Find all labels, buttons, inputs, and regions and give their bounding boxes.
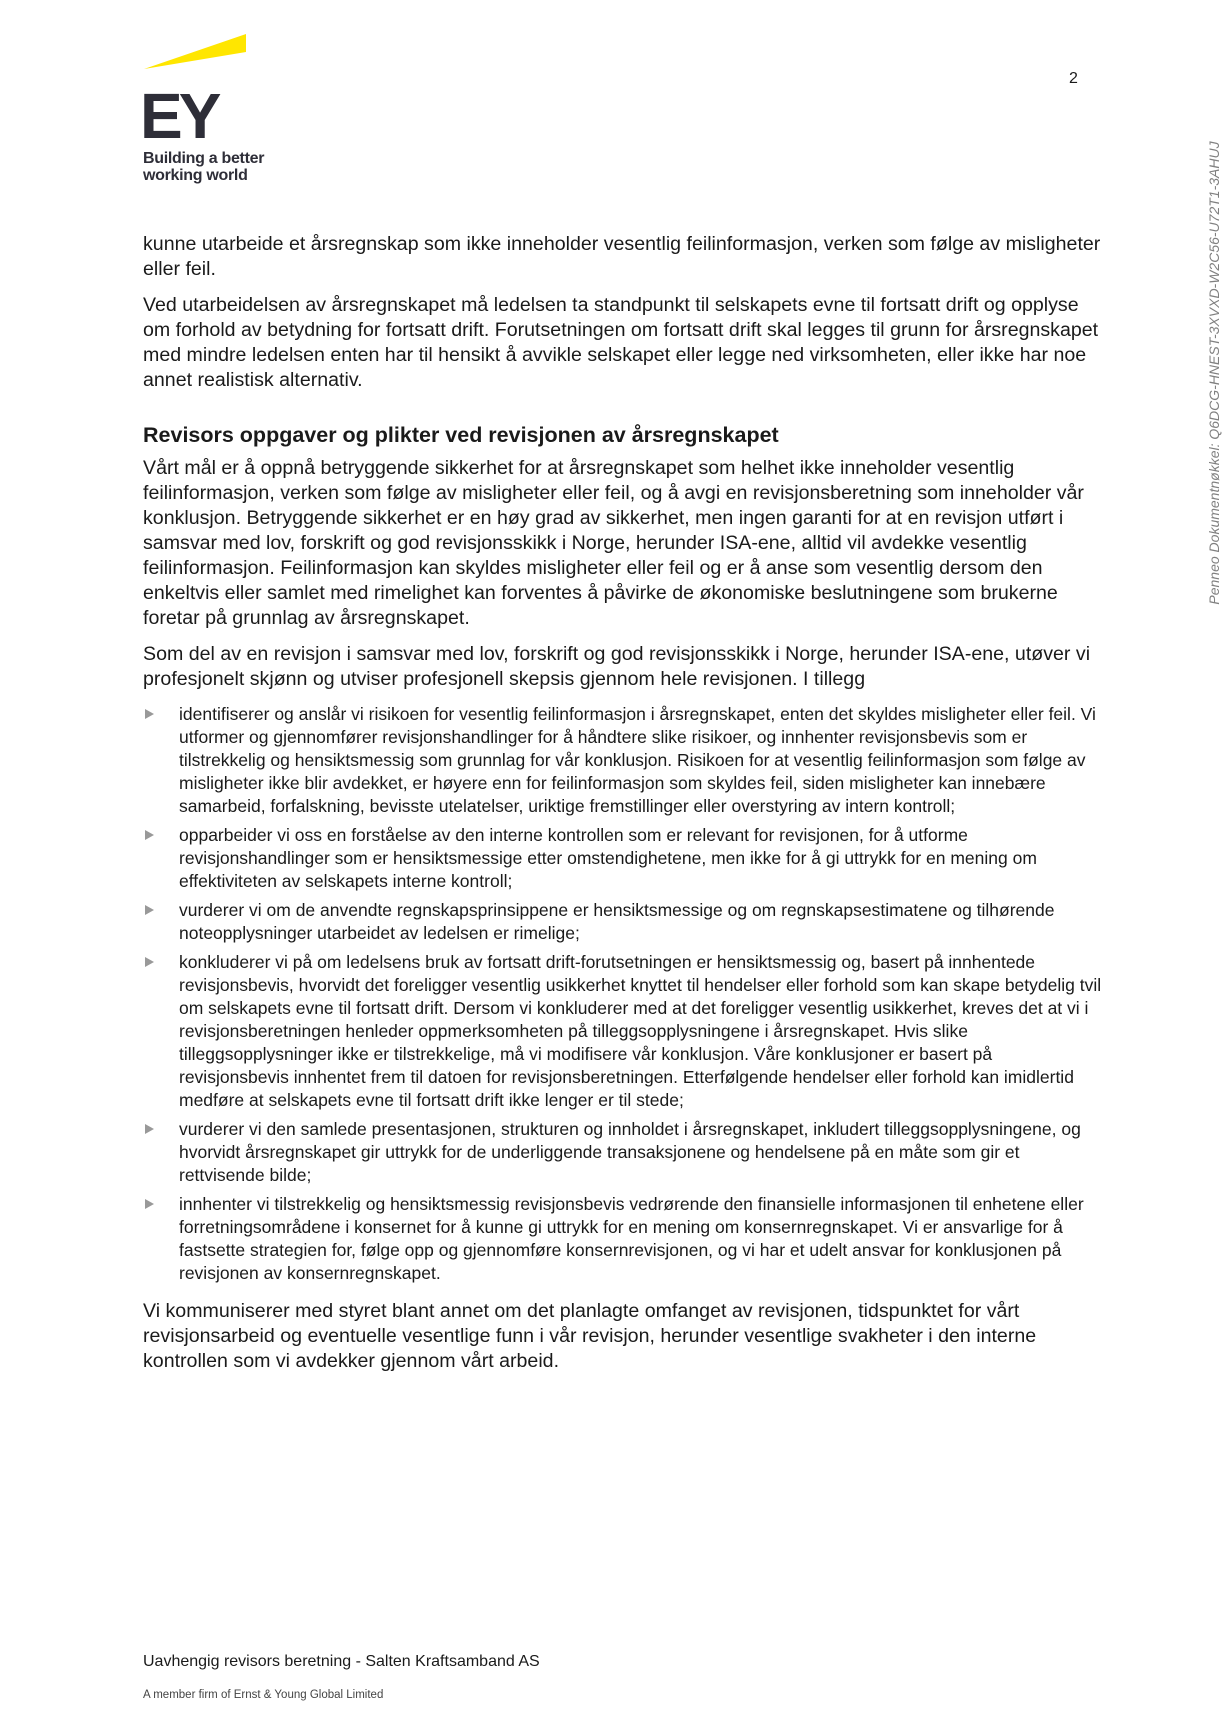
section-heading: Revisors oppgaver og plikter ved revisjonen av årsregnskapet bbox=[143, 423, 779, 447]
closing-paragraph: Vi kommuniserer med styret blant annet om det planlagte omfanget av revisjonen, tidspunktet for vårt revisjonsarbeid og eventuelle vesentlige funn i vår revisjon, herunder vesentlige svakheter i den interne kontrollen som vi avdekker gjennom vårt arbeid. bbox=[143, 1300, 1037, 1372]
section-paragraph-1: Vårt mål er å oppnå betryggende sikkerhet for at årsregnskapet som helhet ikke inneholder vesentlig feilinformasjon, verken som følge av misligheter eller feil, og å avgi en revisjonsberetning som inneholder vår konklusjon. Betryggende sikkerhet er en høy grad av sikkerhet, men ingen garanti for at en revisjon utført i samsvar med lov, forskrift og god revisjonsskikk i Norge, herunder ISA-ene, alltid vil avdekke vesentlig feilinformasjon. Feilinformasjon kan skyldes misligheter eller feil og er å anse som vesentlig dersom den enkeltvis eller samlet med rimelighet kan forventes å påvirke de økonomiske beslutningene som brukerne foretar på grunnlag av årsregnskapet. bbox=[143, 457, 1084, 629]
list-item bbox=[143, 824, 1103, 893]
responsibility-list bbox=[143, 703, 1103, 1285]
list-item bbox=[143, 1193, 1103, 1285]
footer-report-title: Uavhengig revisors beretning - Salten Kraftsamband AS bbox=[143, 1653, 540, 1670]
penneo-document-key: Penneo Dokumentnøkkel: Q6DCG-HNEST-3XVXD-W2C56-U72T1-3AHUJ bbox=[1206, 141, 1222, 605]
list-item-text: innhenter vi tilstrekkelig og hensiktsmessig revisjonsbevis vedrørende den finansielle informasjonen til enhetene eller forretningsområdene i konsernet for å kunne gi uttrykk for en mening om konsernregnskapet. Vi er ansvarlige for å fastsette strategien for, følge opp og gjennomføre konsernrevisjonen, og vi har et udelt ansvar for konklusjonen på revisjonen av konsernregnskapet. bbox=[179, 1194, 1084, 1283]
logo-tagline: Building a better working world bbox=[143, 150, 265, 184]
ey-logo-yellow-beam bbox=[144, 34, 246, 69]
intro-paragraph-2: Ved utarbeidelsen av årsregnskapet må ledelsen ta standpunkt til selskapets evne til fortsatt drift og opplyse om forhold av betydning for fortsatt drift. Forutsetningen om fortsatt drift skal legges til grunn for årsregnskapet med mindre ledelsen enten har til hensikt å avvikle selskapet eller legge ned virksomheten, eller ikke har noe annet realistisk alternativ. bbox=[143, 294, 1099, 391]
ey-logo-mark bbox=[140, 32, 280, 152]
list-item bbox=[143, 899, 1103, 945]
list-item bbox=[143, 1118, 1103, 1187]
document-body bbox=[143, 232, 1103, 1385]
list-item bbox=[143, 703, 1103, 818]
footer-member-line: A member firm of Ernst & Young Global Limited bbox=[143, 1689, 384, 1701]
list-item-text: konkluderer vi på om ledelsens bruk av fortsatt drift-forutsetningen er hensiktsmessig og, basert på innhentede revisjonsbevis, hvorvidt det foreligger vesentlig usikkerhet knyttet til hendelser eller forhold som kan skape betydelig tvil om selskapets evne til fortsatt drift. Dersom vi konkluderer med at det foreligger vesentlig usikkerhet, kreves det at vi i revisjonsberetningen henleder oppmerksomheten på tilleggsopplysningene i årsregnskapet. Hvis slike tilleggsopplysninger ikke er tilstrekkelige, må vi modifisere vår konklusjon. Våre konklusjoner er basert på revisjonsbevis innhentet frem til datoen for revisjonsberetningen. Etterfølgende hendelser eller forhold kan imidlertid medføre at selskapets evne til fortsatt drift ikke lenger er til stede; bbox=[179, 952, 1102, 1110]
triangle-bullet-icon bbox=[145, 1199, 154, 1209]
list-item-text: vurderer vi den samlede presentasjonen, strukturen og innholdet i årsregnskapet, inkludert tilleggsopplysningene, og hvorvidt årsregnskapet gir uttrykk for de underliggende transaksjonene og hendelsene på en måte som gir et rettvisende bilde; bbox=[179, 1119, 1081, 1185]
triangle-bullet-icon bbox=[145, 1124, 154, 1134]
triangle-bullet-icon bbox=[145, 905, 154, 915]
page-number: 2 bbox=[1069, 70, 1078, 87]
intro-paragraph-1: kunne utarbeide et årsregnskap som ikke inneholder vesentlig feilinformasjon, verken som følge av misligheter eller feil. bbox=[143, 233, 1101, 280]
list-item-text: opparbeider vi oss en forståelse av den interne kontrollen som er relevant for revisjonen, for å utforme revisjonshandlinger som er hensiktsmessige etter omstendighetene, men ikke for å gi uttrykk for en mening om effektiviteten av selskapets interne kontroll; bbox=[179, 825, 1037, 891]
triangle-bullet-icon bbox=[145, 957, 154, 967]
section-paragraph-2: Som del av en revisjon i samsvar med lov, forskrift og god revisjonsskikk i Norge, herunder ISA-ene, utøver vi profesjonelt skjønn og utviser profesjonell skepsis gjennom hele revisjonen. I tillegg bbox=[143, 643, 1091, 690]
triangle-bullet-icon bbox=[145, 830, 154, 840]
list-item-text: vurderer vi om de anvendte regnskapsprinsippene er hensiktsmessige og om regnskapsestimatene og tilhørende noteopplysninger utarbeidet av ledelsen er rimelige; bbox=[179, 900, 1055, 943]
list-item-text: identifiserer og anslår vi risikoen for vesentlig feilinformasjon i årsregnskapet, enten det skyldes misligheter eller feil. Vi utformer og gjennomfører revisjonshandlinger for å håndtere slike risikoer, og innhenter revisjonsbevis som er tilstrekkelig og hensiktsmessig som grunnlag for vår konklusjon. Risikoen for at vesentlig feilinformasjon som følge av misligheter ikke blir avdekket, er høyere enn for feilinformasjon som skyldes feil, siden misligheter kan innebære samarbeid, forfalskning, bevisste utelatelser, uriktige fremstillinger eller overstyring av intern kontroll; bbox=[179, 704, 1096, 816]
list-item bbox=[143, 951, 1103, 1112]
ey-logo-letters: EY bbox=[140, 80, 218, 152]
triangle-bullet-icon bbox=[145, 709, 154, 719]
